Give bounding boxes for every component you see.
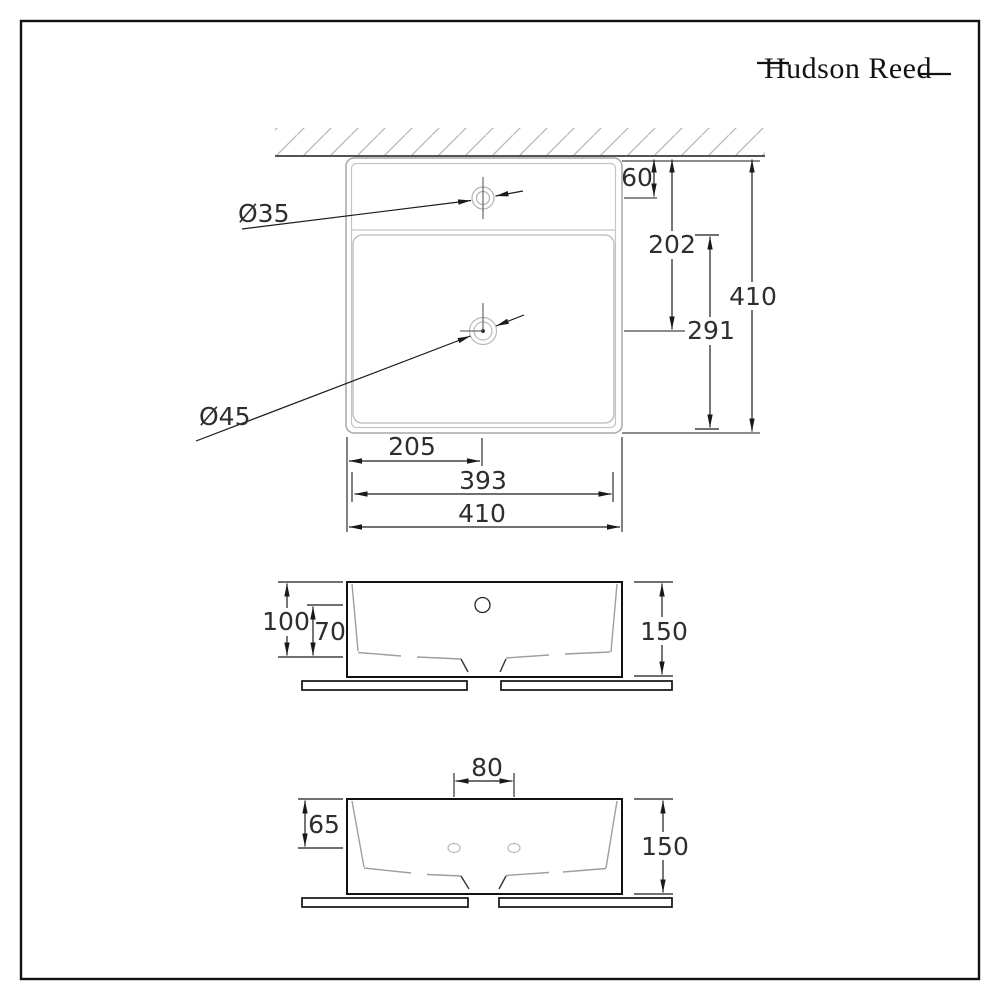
front-bowl-base-left2 <box>417 657 461 659</box>
wall-hatch <box>275 128 765 155</box>
bottom-bowl-left-slant <box>352 801 364 867</box>
dim-label-150-front: 150 <box>640 617 688 646</box>
bottom-drain-right-drop <box>499 876 506 889</box>
front-view <box>262 582 688 690</box>
bottom-drain-left-drop <box>461 876 469 889</box>
bottom-base-bar-left <box>302 898 468 907</box>
dim-label-60: 60 <box>621 163 653 192</box>
dim-label-410-depth: 410 <box>729 282 777 311</box>
bottom-bowl-base-right1 <box>506 873 549 876</box>
waste-leader-line-right <box>496 315 524 326</box>
fixing-hole-right <box>508 844 520 853</box>
front-bowl-base-right2 <box>565 652 610 654</box>
dim-label-202: 202 <box>648 230 696 259</box>
dim-label-65: 65 <box>308 810 340 839</box>
fixing-hole-left <box>448 844 460 853</box>
front-bowl-base-right1 <box>506 655 549 658</box>
front-base-bar-right <box>501 681 672 690</box>
front-bowl-base-left1 <box>358 653 401 657</box>
bottom-base-bar-right <box>499 898 672 907</box>
top-view <box>196 128 777 532</box>
waste-hole-diameter-label: Ø45 <box>199 402 251 431</box>
dim-label-80: 80 <box>471 753 503 782</box>
bottom-outline <box>347 799 622 894</box>
front-outline <box>347 582 622 677</box>
brand-logo <box>757 52 951 85</box>
dim-label-150-bottom: 150 <box>641 832 689 861</box>
bottom-bowl-base-right2 <box>563 869 606 873</box>
brand-name: Hudson Reed <box>764 52 932 85</box>
front-base-bar-left <box>302 681 467 690</box>
bottom-bowl-base-left2 <box>427 875 461 877</box>
dim-label-393: 393 <box>459 466 507 495</box>
bottom-bowl-profile <box>352 801 617 876</box>
tap-hole-diameter-label: Ø35 <box>238 199 290 228</box>
overflow-hole <box>475 598 490 613</box>
dim-label-70: 70 <box>314 617 346 646</box>
dim-label-205: 205 <box>388 432 436 461</box>
bottom-bowl-right-slant <box>606 801 617 868</box>
front-drain-left-drop <box>461 659 468 672</box>
front-bowl-profile <box>352 584 617 659</box>
basin-outer-outline <box>346 158 622 433</box>
front-bowl-left-slant <box>352 584 358 651</box>
tap-leader-line-right <box>496 191 524 196</box>
dim-label-291: 291 <box>687 316 735 345</box>
tap-hole <box>472 177 494 219</box>
bottom-view <box>298 753 689 907</box>
dim-label-410-width: 410 <box>458 499 506 528</box>
front-drain-right-drop <box>500 659 506 672</box>
dim-label-100: 100 <box>262 607 310 636</box>
front-bowl-right-slant <box>611 584 617 652</box>
bottom-bowl-base-left1 <box>364 868 411 873</box>
